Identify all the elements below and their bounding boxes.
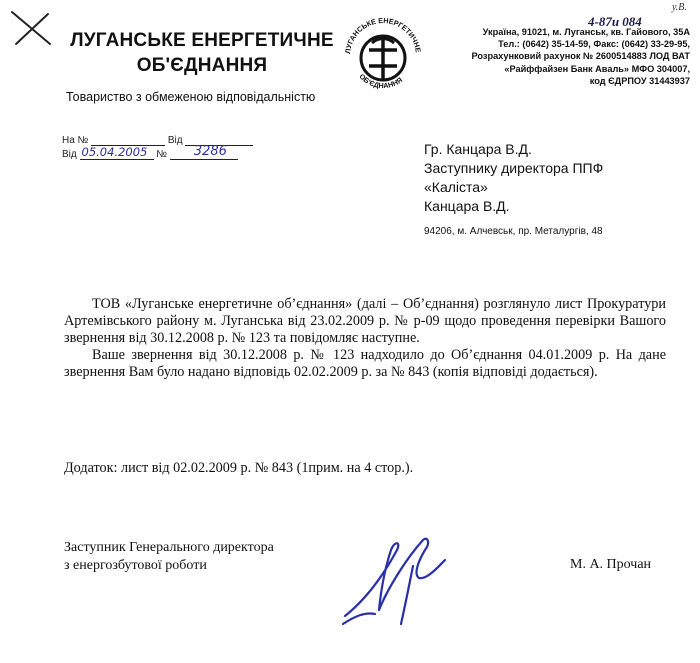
date-value: 05.04.2005 — [81, 145, 148, 159]
signer-title-line1: Заступник Генерального директора — [64, 540, 274, 555]
recipient-line: Канцара В.Д. — [424, 198, 510, 214]
logo-text-bottom: ОБ'ЄДНАННЯ — [357, 71, 404, 91]
registration-stamp-number: 4-87и 084 — [588, 14, 642, 29]
body-paragraph: ТОВ «Луганське енергетичне об’єднання» (далі – Об’єднання) розглянуло лист Прокуратури Артемівського району м. Луганська від 23.02.2009 р. № р-09 щодо проведення перевірки Вашого звернення від 30.12.2008 р. № 123 та повідомляє наступне. — [64, 296, 666, 346]
number-label: № — [156, 149, 168, 160]
contact-line: код ЄДРПОУ 31443937 — [589, 75, 690, 86]
recipient-line: «Каліста» — [424, 179, 488, 195]
organization-name-line2: ОБ'ЄДНАННЯ — [136, 55, 268, 76]
signer-name: М. А. Прочан — [570, 557, 652, 572]
organization-name-line1: ЛУГАНСЬКЕ ЕНЕРГЕТИЧНЕ — [70, 30, 334, 51]
contact-details — [420, 26, 690, 87]
handwritten-signature — [335, 520, 455, 630]
logo-text-top: ЛУГАНСЬКЕ ЕНЕРГЕТИЧНЕ — [343, 15, 423, 55]
date-label: Від — [62, 149, 77, 160]
from-label: Від — [167, 135, 183, 146]
corner-cross-mark — [8, 8, 54, 48]
number-line — [170, 144, 238, 160]
on-number-label: На № — [62, 135, 89, 146]
signer-title-line2: з енергозбутової роботи — [64, 558, 207, 573]
organization-name — [62, 28, 342, 78]
recipient-address: 94206, м. Алчевськ, пр. Металургів, 48 — [424, 226, 603, 237]
signer-title — [64, 539, 274, 575]
number-value: 3286 — [193, 144, 227, 159]
recipient-block — [424, 140, 694, 216]
contact-line: «Райффайзен Банк Аваль» МФО 304007, — [504, 63, 690, 74]
contact-line: Україна, 91021, м. Луганськ, кв. Гайового, 35А — [482, 27, 690, 37]
contact-line: Тел.: (0642) 35-14-59, Факс: (0642) 33-29-95, — [498, 39, 690, 50]
handwritten-initials: у.В. — [672, 2, 687, 13]
organization-type: Товариство з обмеженою відповідальністю — [66, 90, 316, 104]
recipient-line: Заступнику директора ППФ — [424, 160, 604, 176]
recipient-line: Гр. Канцара В.Д. — [424, 141, 532, 157]
company-logo-icon — [342, 10, 424, 100]
date-line — [80, 145, 154, 160]
reference-outgoing — [62, 144, 238, 160]
attachment-note: Додаток: лист від 02.02.2009 р. № 843 (1прим. на 4 стор.). — [64, 460, 414, 476]
letter-body — [64, 296, 666, 381]
body-paragraph: Ваше звернення від 30.12.2008 р. № 123 надходило до Об’єднання 04.01.2009 р. На дане звернення Вам було надано відповідь 02.02.2009 р. за № 843 (копія відповіді додається). — [64, 347, 666, 380]
contact-line: Розрахунковий рахунок № 2600514883 ЛОД ВАТ — [471, 51, 690, 62]
